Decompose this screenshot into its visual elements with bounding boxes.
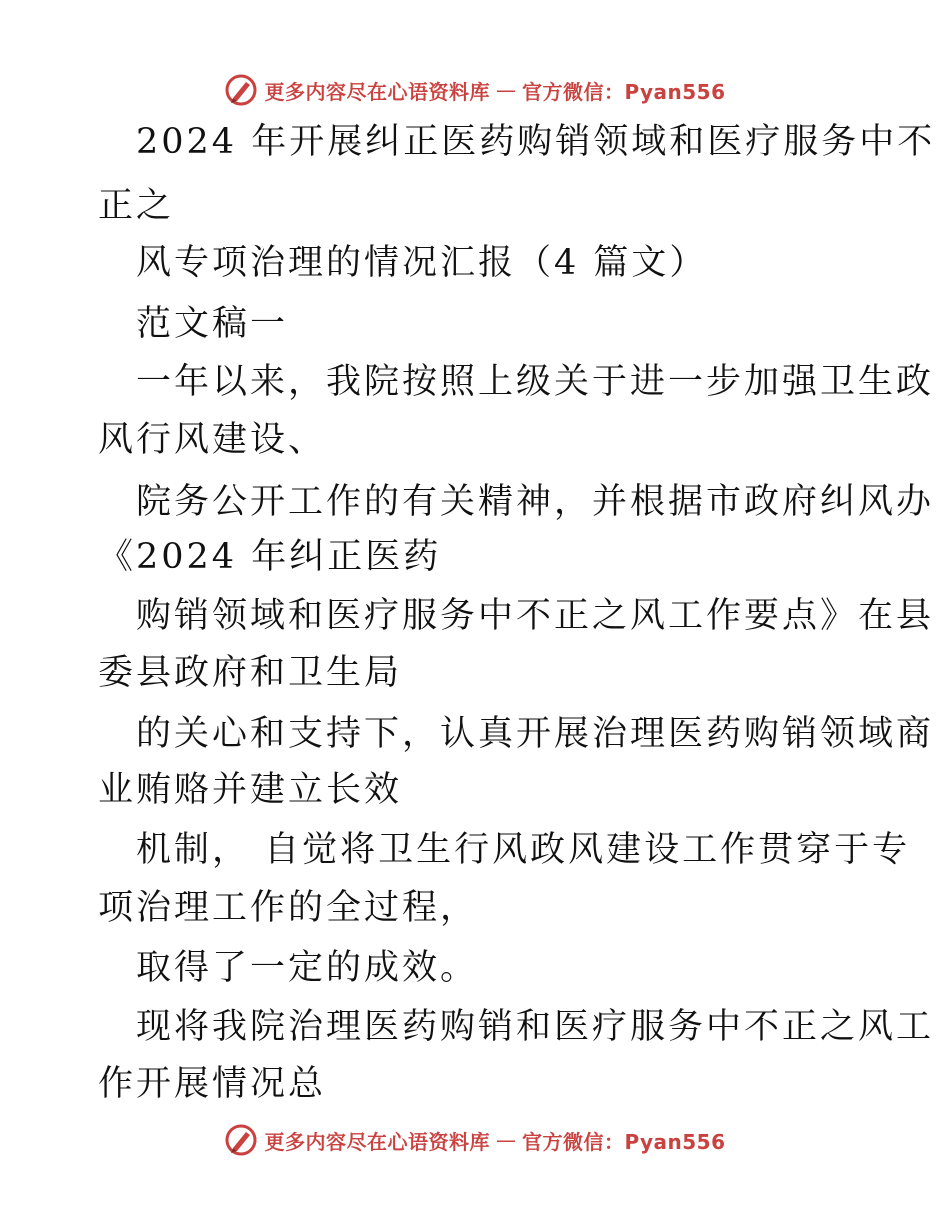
text-line: 范文稿一	[136, 304, 289, 344]
text-line: 2024 年开展纠正医药购销领域和医疗服务中不	[136, 122, 936, 162]
footer-watermark	[0, 1120, 950, 1160]
text-line: 一年以来，我院按照上级关于进一步加强卫生政	[136, 362, 935, 402]
text-line: 委县政府和卫生局	[98, 653, 403, 693]
text-line: 院务公开工作的有关精神，并根据市政府纠风办	[136, 482, 935, 522]
text-line: 风行风建设、	[98, 420, 327, 460]
text-line: 业贿赂并建立长效	[98, 770, 403, 810]
text-line: 机制， 自觉将卫生行风政风建设工作贯穿于专	[136, 830, 911, 870]
text-line: 项治理工作的全过程，	[98, 888, 479, 928]
text-line: 风专项治理的情况汇报（4 篇文）	[136, 243, 708, 283]
text-line: 的关心和支持下，认真开展治理医药购销领域商	[136, 714, 935, 754]
watermark-text: 更多内容尽在心语资料库	[264, 79, 490, 104]
pen-logo-icon	[224, 1123, 258, 1157]
text-line: 取得了一定的成效。	[136, 948, 479, 988]
header-watermark	[0, 70, 950, 110]
text-line: 正之	[98, 186, 175, 226]
text-line: 购销领域和医疗服务中不正之风工作要点》在县	[136, 596, 935, 636]
watermark-separator: —	[495, 1128, 516, 1152]
watermark-contact: 官方微信：Pyan556	[521, 1129, 726, 1154]
text-line: 作开展情况总	[98, 1064, 327, 1104]
watermark-contact: 官方微信：Pyan556	[521, 79, 726, 104]
pen-logo-icon	[224, 73, 258, 107]
text-line: 《2024 年纠正医药	[98, 537, 442, 577]
text-line: 现将我院治理医药购销和医疗服务中不正之风工	[136, 1007, 935, 1047]
watermark-text: 更多内容尽在心语资料库	[264, 1129, 490, 1154]
watermark-separator: —	[495, 78, 516, 102]
